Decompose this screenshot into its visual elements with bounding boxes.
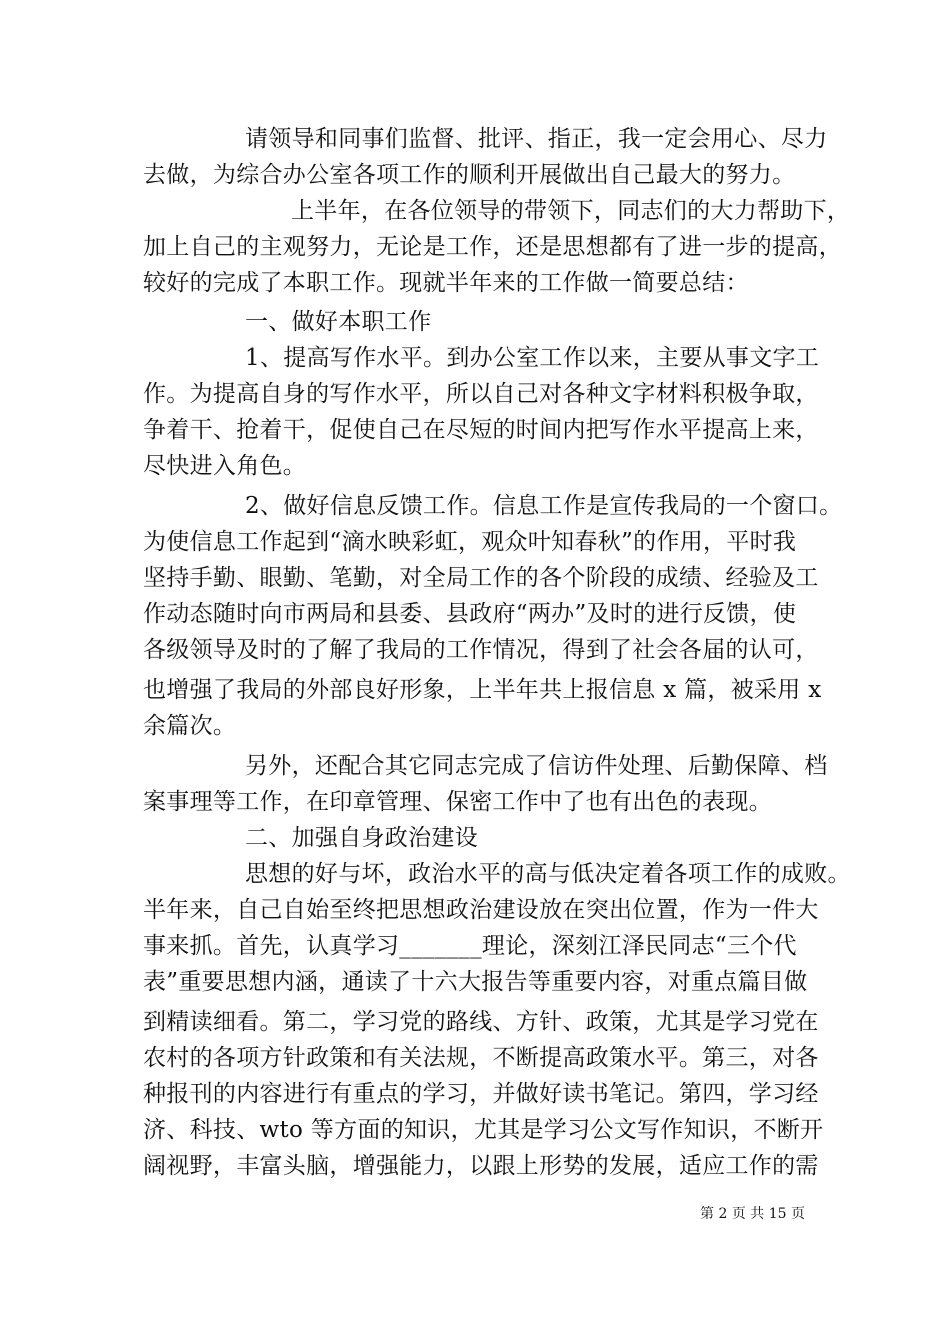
body-line: 农村的各项方针政策和有关法规，不断提高政策水平。第三，对各: [143, 1045, 819, 1071]
body-line: 另外，还配合其它同志完成了信访件处理、后勤保障、档: [245, 753, 828, 779]
section-heading: 二、加强自身政治建设: [245, 825, 478, 851]
body-line: 事来抓。首先，认真学习_______理论，深刻江泽民同志“三个代: [143, 933, 797, 959]
body-line: 到精读细看。第二，学习党的路线、方针、政策，尤其是学习党在: [143, 1009, 819, 1035]
body-line: 表”重要思想内涵，通读了十六大报告等重要内容，对重点篇目做: [143, 969, 808, 995]
body-line: 请领导和同事们监督、批评、指正，我一定会用心、尽力: [245, 126, 828, 152]
section-heading: 一、做好本职工作: [245, 309, 432, 335]
body-line: 坚持手勤、眼勤、笔勤，对全局工作的各个阶段的成绩、经验及工: [143, 565, 819, 591]
body-line: 案事理等工作，在印章管理、保密工作中了也有出色的表现。: [143, 789, 773, 815]
body-line: 作动态随时向市两局和县委、县政府“两办”及时的进行反馈，使: [143, 601, 797, 627]
body-line: 争着干、抢着干，促使自己在尽短的时间内把写作水平提高上来，: [143, 417, 819, 443]
body-line: 种报刊的内容进行有重点的学习，并做好读书笔记。第四，学习经: [143, 1081, 819, 1107]
page-number: 第 2 页 共 15 页: [700, 1206, 805, 1222]
body-line: 上半年，在各位领导的带领下，同志们的大力帮助下，: [291, 198, 851, 224]
body-line: 加上自己的主观努力，无论是工作，还是思想都有了进一步的提高，: [143, 234, 842, 260]
body-line: 1、提高写作水平。到办公室工作以来，主要从事文字工: [245, 345, 820, 371]
body-line: 阔视野，丰富头脑，增强能力，以跟上形势的发展，适应工作的需: [143, 1153, 819, 1179]
body-line: 半年来，自己自始至终把思想政治建设放在突出位置，作为一件大: [143, 897, 819, 923]
body-line: 也增强了我局的外部良好形象，上半年共上报信息 x 篇，被采用 x: [143, 677, 822, 703]
body-line: 思想的好与坏，政治水平的高与低决定着各项工作的成败。: [245, 861, 851, 887]
body-line: 济、科技、wto 等方面的知识，尤其是学习公文写作知识，不断开: [143, 1117, 824, 1143]
body-line: 作。为提高自身的写作水平，所以自己对各种文字材料积极争取，: [143, 381, 819, 407]
body-line: 尽快进入角色。: [143, 453, 307, 479]
body-line: 2、做好信息反馈工作。信息工作是宣传我局的一个窗口。: [245, 493, 843, 519]
body-line: 为使信息工作起到“滴水映彩虹，观众叶知春秋”的作用，平时我: [143, 529, 797, 555]
body-line: 各级领导及时的了解了我局的工作情况，得到了社会各届的认可，: [143, 637, 819, 663]
body-line: 较好的完成了本职工作。现就半年来的工作做一简要总结：: [143, 270, 749, 296]
body-line: 余篇次。: [143, 713, 237, 739]
body-line: 去做，为综合办公室各项工作的顺利开展做出自己最大的努力。: [143, 162, 796, 188]
